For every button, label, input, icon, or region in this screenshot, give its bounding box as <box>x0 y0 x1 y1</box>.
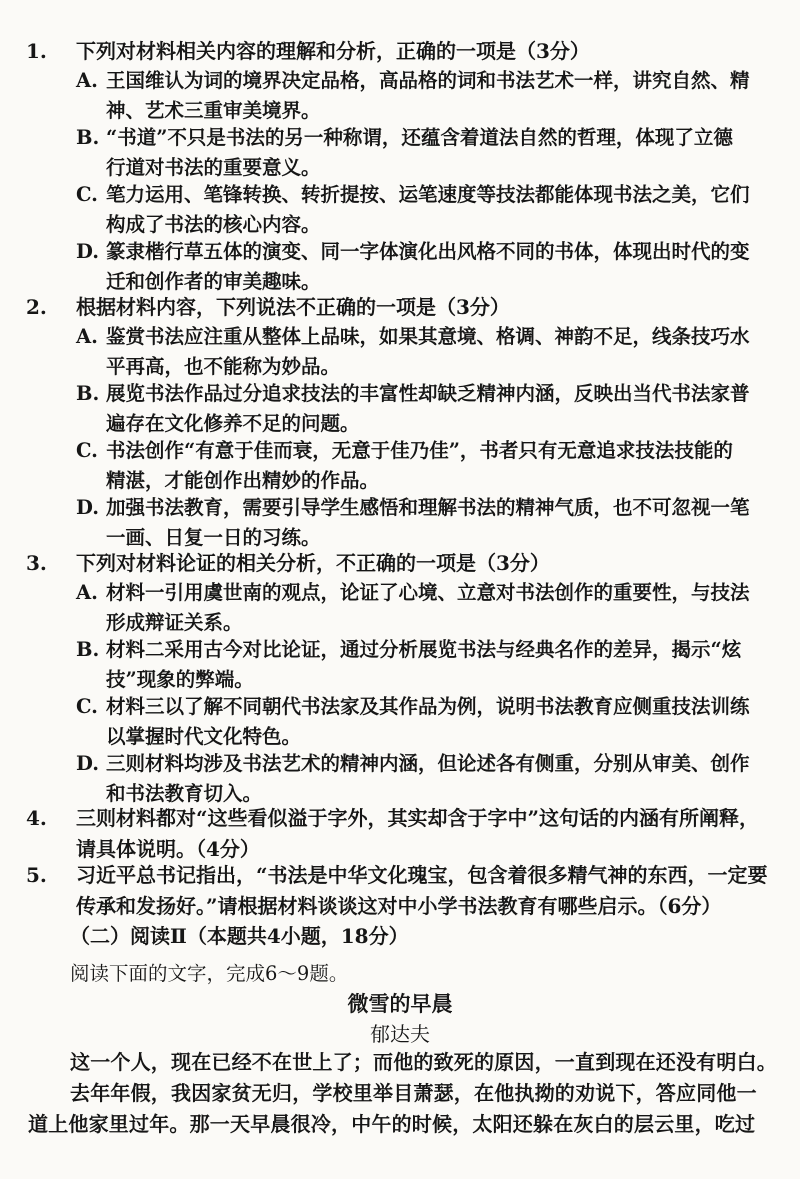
option-letter: A. <box>76 581 98 604</box>
question-number: 5. <box>26 863 47 887</box>
option-text: 材料二采用古今对比论证，通过分析展览书法与经典名作的差异，揭示“炫 <box>106 638 742 661</box>
question-stem: 下列对材料相关内容的理解和分析，正确的一项是（3分） <box>76 39 590 63</box>
option-text-cont: 一画、日复一日的习练。 <box>106 526 321 549</box>
option-text-cont: 以掌握时代文化特色。 <box>106 725 302 748</box>
option-letter: D. <box>76 240 100 263</box>
option-letter: D. <box>76 752 100 775</box>
option-letter: C. <box>76 439 98 462</box>
option-text: 笔力运用、笔锋转换、转折提按、运笔速度等技法都能体现书法之美，它们 <box>106 183 750 206</box>
option-text-cont: 迁和创作者的审美趣味。 <box>106 270 321 293</box>
option-text-cont: 遍存在文化修养不足的问题。 <box>106 412 360 435</box>
reading-instruction: 阅读下面的文字，完成6～9题。 <box>70 962 349 985</box>
question-number: 4. <box>26 806 47 830</box>
question-3 <box>26 548 766 579</box>
option-letter: C. <box>76 183 98 206</box>
option-text: 三则材料均涉及书法艺术的精神内涵，但论述各有侧重，分别从审美、创作 <box>106 752 750 775</box>
question-stem: 根据材料内容，下列说法不正确的一项是（3分） <box>76 295 510 319</box>
passage-author: 郁达夫 <box>370 1022 430 1046</box>
question-1 <box>26 36 766 67</box>
passage-title: 微雪的早晨 <box>347 991 453 1016</box>
question-stem: 习近平总书记指出，“书法是中华文化瑰宝，包含着很多精气神的东西，一定要 <box>76 863 768 887</box>
option-letter: A. <box>76 325 98 348</box>
question-number: 2. <box>26 295 47 319</box>
option-text-cont: 行道对书法的重要意义。 <box>106 156 321 179</box>
option-text: 展览书法作品过分追求技法的丰富性却缺乏精神内涵，反映出当代书法家普 <box>106 382 750 405</box>
option-letter: B. <box>76 638 100 661</box>
option-text: 王国维认为词的境界决定品格，高品格的词和书法艺术一样，讲究自然、精 <box>106 69 750 92</box>
option-letter: C. <box>76 695 98 718</box>
option-text: 鉴赏书法应注重从整体上品味，如果其意境、格调、神韵不足，线条技巧水 <box>106 325 750 348</box>
option-letter: D. <box>76 496 100 519</box>
question-stem: 三则材料都对“这些看似溢于字外，其实却含于字中”这句话的内涵有所阐释， <box>76 806 760 830</box>
question-stem-cont: 请具体说明。（4分） <box>76 837 260 861</box>
option-text: 书法创作“有意于佳而衰，无意于佳乃佳”，书者只有无意追求技法技能的 <box>106 439 733 462</box>
option-text-cont: 技”现象的弊端。 <box>106 668 254 691</box>
option-text: 材料三以了解不同朝代书法家及其作品为例，说明书法教育应侧重技法训练 <box>106 695 750 718</box>
option-text-cont: 形成辩证关系。 <box>106 611 243 634</box>
question-stem: 下列对材料论证的相关分析，不正确的一项是（3分） <box>76 551 550 575</box>
option-text: 加强书法教育，需要引导学生感悟和理解书法的精神气质，也不可忽视一笔 <box>106 496 750 519</box>
option-text-cont: 构成了书法的核心内容。 <box>106 213 321 236</box>
passage-line: 道上他家里过年。那一天早晨很冷，中午的时候，太阳还躲在灰白的层云里，吃过 <box>28 1112 756 1136</box>
question-number: 1. <box>26 39 47 63</box>
option-text: “书道”不只是书法的另一种称谓，还蕴含着道法自然的哲理，体现了立德 <box>106 126 733 149</box>
passage-line: 这一个人，现在已经不在世上了；而他的致死的原因，一直到现在还没有明白。 <box>70 1050 777 1074</box>
option-text-cont: 精湛，才能创作出精妙的作品。 <box>106 469 380 492</box>
question-stem-cont: 传承和发扬好。”请根据材料谈谈这对中小学书法教育有哪些启示。（6分） <box>76 894 722 918</box>
option-letter: B. <box>76 382 100 405</box>
section-heading: （二）阅读Ⅱ（本题共4小题，18分） <box>70 924 409 948</box>
question-5 <box>26 860 768 918</box>
option-text-cont: 平再高，也不能称为妙品。 <box>106 355 341 378</box>
option-text: 篆隶楷行草五体的演变、同一字体演化出风格不同的书体，体现出时代的变 <box>106 240 750 263</box>
option-text: 材料一引用虞世南的观点，论证了心境、立意对书法创作的重要性，与技法 <box>106 581 750 604</box>
question-2 <box>26 292 766 323</box>
option-letter: A. <box>76 69 98 92</box>
option-text-cont: 神、艺术三重审美境界。 <box>106 99 321 122</box>
question-4 <box>26 803 766 861</box>
question-number: 3. <box>26 551 47 575</box>
passage-line: 去年年假，我因家贫无归，学校里举目萧瑟，在他执拗的劝说下，答应同他一 <box>70 1081 757 1105</box>
option-letter: B. <box>76 126 100 149</box>
option-text-cont: 和书法教育切入。 <box>106 782 263 805</box>
